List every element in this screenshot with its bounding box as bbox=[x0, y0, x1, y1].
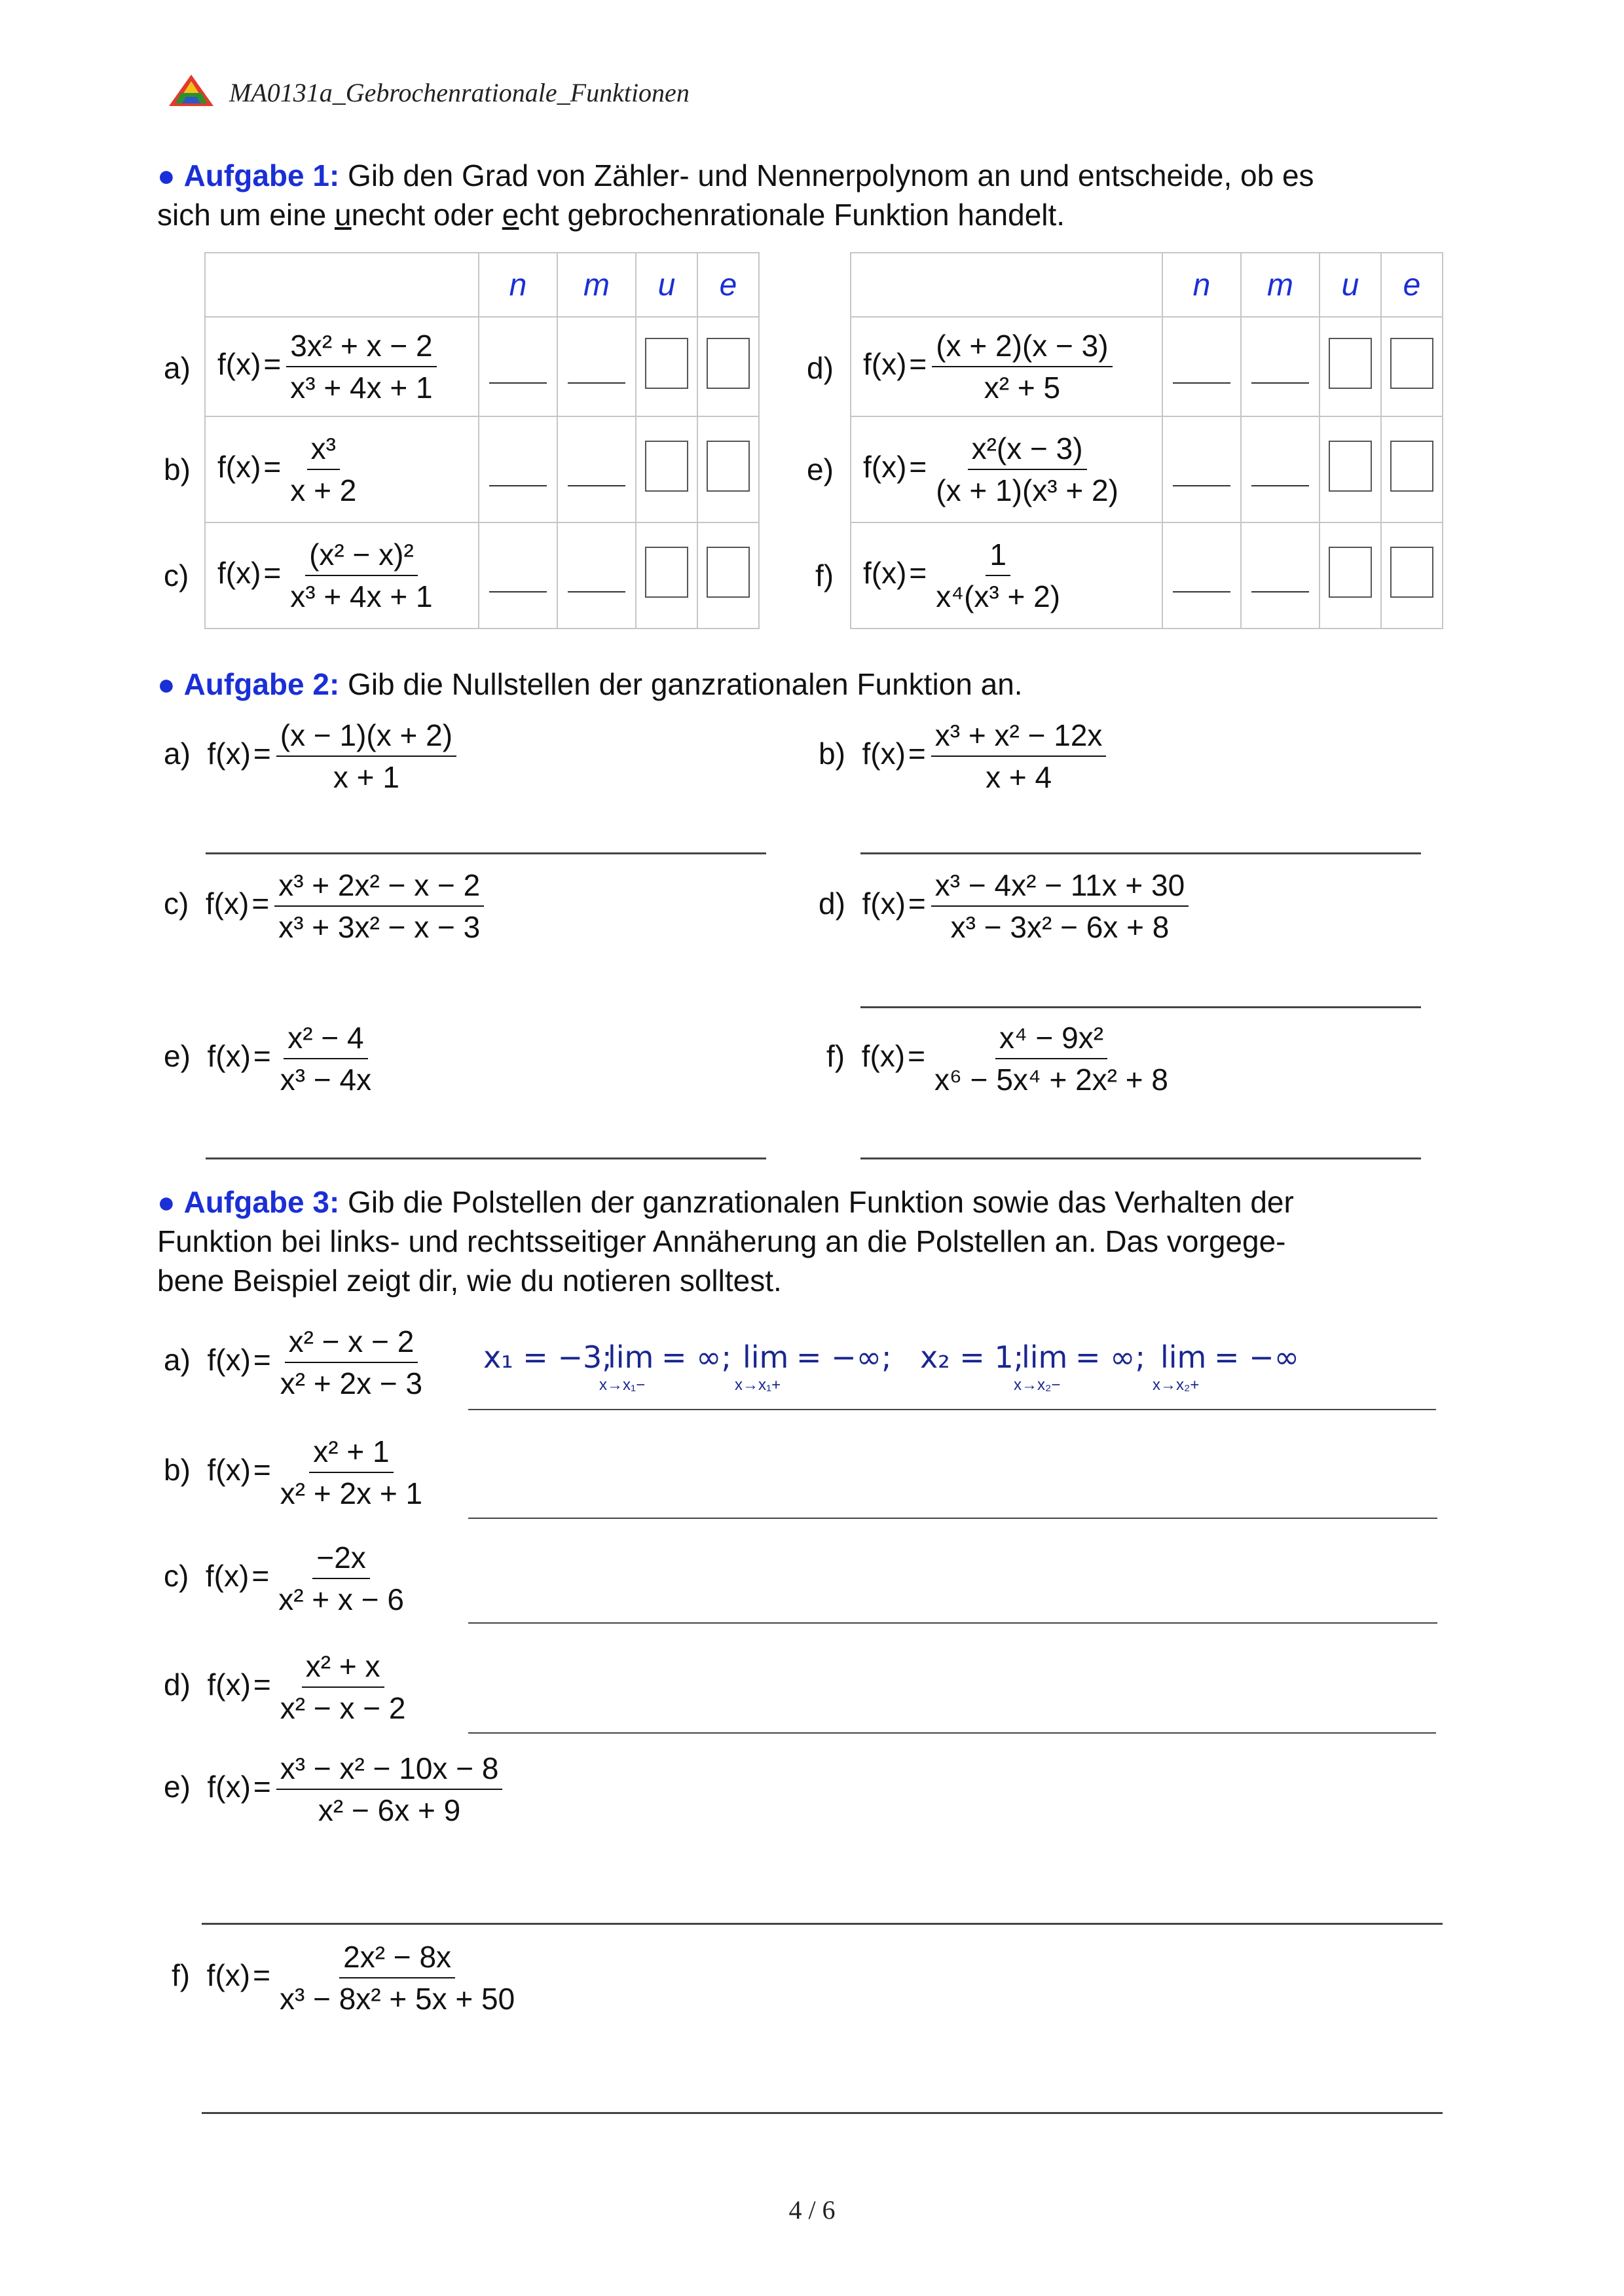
col-u: u bbox=[636, 253, 697, 317]
bullet-icon: ● bbox=[157, 158, 175, 192]
answer-blank-n[interactable] bbox=[489, 591, 547, 592]
task2-item-d: d) f(x)= $\frac{\text{x³ − 4x² − 11x + 30}}{\text{x³ − 3x² − 6x + 8}}$ bbox=[819, 867, 1189, 945]
example-value-2: = −∞; bbox=[796, 1339, 892, 1375]
table-head-empty bbox=[851, 253, 1162, 317]
answer-line[interactable] bbox=[206, 1157, 766, 1159]
example-pole-x1: x₁ = −3; bbox=[483, 1339, 612, 1375]
example-pole-x2: x₂ = 1; bbox=[920, 1339, 1024, 1375]
table-row bbox=[205, 317, 759, 416]
task1-text-b1: sich um eine bbox=[157, 198, 335, 232]
publisher-logo-icon bbox=[168, 73, 215, 109]
task3-text bbox=[157, 1182, 1447, 1300]
bullet-icon: ● bbox=[157, 1185, 175, 1219]
answer-line[interactable] bbox=[468, 1409, 1436, 1410]
task2-item-e: e) f(x)= $\frac{\text{x² − 4}}{\text{x³ − 4x}}$ bbox=[164, 1021, 372, 1097]
task2-item-a: a) f(x)= $\frac{(x - 1)(x + 2)}{x + 1}$ bbox=[164, 718, 456, 795]
task1-text-u: u bbox=[335, 198, 352, 232]
function-expression: f(x)= $\frac{\text{(x² − x)²}}{\text{x³ + 4x + 1}}$ bbox=[217, 538, 433, 613]
task2-item-f: f) f(x)= $\frac{\text{x⁴ − 9x²}}{\text{x⁶ − 5x⁴ + 2x² + 8}}$ bbox=[826, 1021, 1169, 1097]
col-m: m bbox=[557, 253, 636, 317]
answer-blank-n[interactable] bbox=[489, 485, 547, 486]
col-e: e bbox=[1381, 253, 1443, 317]
checkbox-u[interactable] bbox=[645, 547, 688, 598]
page-number: 4 / 6 bbox=[788, 2195, 836, 2225]
task1-text-b2: necht oder bbox=[351, 198, 502, 232]
checkbox-e[interactable] bbox=[1390, 547, 1433, 598]
function-expression: f(x)= $\frac{(x + 2)(x - 3)}{\text{x² + 5}}$ bbox=[863, 347, 1113, 381]
task3-item-f: f) f(x)= $\frac{\text{2x² − 8x}}{\text{x³ − 8x² + 5x + 50}}$ bbox=[172, 1940, 515, 2016]
checkbox-u[interactable] bbox=[1329, 547, 1372, 598]
checkbox-u[interactable] bbox=[1329, 441, 1372, 492]
answer-line[interactable] bbox=[860, 1006, 1421, 1008]
task1-text-e: e bbox=[502, 198, 519, 232]
task3-text-l1: Gib die Polstellen der ganzrationalen Funktion sowie das Verhalten der bbox=[348, 1185, 1294, 1219]
task3-item-a: a) f(x)= $\frac{\text{x² − x − 2}}{\text{x² + 2x − 3}}$ bbox=[164, 1324, 423, 1400]
example-lim-sub-1: x→x₁− bbox=[599, 1376, 646, 1394]
answer-line[interactable] bbox=[468, 1622, 1437, 1624]
table-row bbox=[851, 317, 1443, 416]
example-lim-4: lim bbox=[1160, 1339, 1207, 1375]
row-label: e) bbox=[807, 452, 834, 486]
checkbox-e[interactable] bbox=[707, 338, 750, 389]
checkbox-e[interactable] bbox=[707, 441, 750, 492]
task3-item-b: b) f(x)= $\frac{\text{x² + 1}}{\text{x² + 2x + 1}}$ bbox=[164, 1434, 423, 1510]
task1-text-a: Gib den Grad von Zähler- und Nennerpolynom an und entscheide, ob es bbox=[348, 158, 1314, 192]
answer-blank-n[interactable] bbox=[489, 382, 547, 384]
table-row bbox=[851, 416, 1443, 522]
task1-text bbox=[157, 156, 1447, 234]
col-n: n bbox=[1162, 253, 1241, 317]
answer-blank-n[interactable] bbox=[1173, 485, 1230, 486]
row-label: f) bbox=[815, 558, 834, 592]
answer-line[interactable] bbox=[202, 1923, 1443, 1925]
task1-table-right bbox=[850, 252, 1443, 629]
answer-line[interactable] bbox=[206, 852, 766, 854]
function-expression: f(x)= $\frac{\text{x²(x − 3)}}{\text{(x + 1)(x³ + 2)}}$ bbox=[863, 431, 1118, 507]
bullet-icon: ● bbox=[157, 667, 175, 701]
function-expression: f(x)= $\frac{\text{3x² + x − 2}}{\text{x³ + 4x + 1}}$ bbox=[217, 347, 437, 381]
task3-text-l3: bene Beispiel zeigt dir, wie du notieren solltest. bbox=[157, 1264, 782, 1298]
answer-line[interactable] bbox=[468, 1732, 1436, 1734]
task2-item-b: b) f(x)= $\frac{\text{x³ + x² − 12x}}{x + 4}$ bbox=[819, 718, 1106, 795]
task2-text bbox=[157, 665, 1447, 704]
checkbox-u[interactable] bbox=[645, 338, 688, 389]
table-row bbox=[851, 522, 1443, 629]
example-value-4: = −∞ bbox=[1214, 1339, 1300, 1375]
answer-blank-m[interactable] bbox=[1251, 485, 1309, 486]
table-head-empty bbox=[205, 253, 479, 317]
answer-line[interactable] bbox=[202, 2112, 1443, 2114]
document-title: MA0131a_Gebrochenrationale_Funktionen bbox=[229, 78, 690, 107]
task2-instruction: Gib die Nullstellen der ganzrationalen Funktion an. bbox=[348, 667, 1023, 701]
answer-blank-n[interactable] bbox=[1173, 382, 1230, 384]
checkbox-e[interactable] bbox=[1390, 338, 1433, 389]
answer-blank-m[interactable] bbox=[568, 485, 625, 486]
task3-label: Aufgabe 3: bbox=[183, 1185, 340, 1219]
table-row bbox=[205, 416, 759, 522]
checkbox-e[interactable] bbox=[1390, 441, 1433, 492]
example-value-1: = ∞; bbox=[661, 1339, 731, 1375]
answer-blank-m[interactable] bbox=[568, 591, 625, 592]
task3-text-l2: Funktion bei links- und rechtsseitiger Annäherung an die Polstellen an. Das vorgege- bbox=[157, 1224, 1286, 1258]
example-value-3: = ∞; bbox=[1075, 1339, 1145, 1375]
task3-item-d: d) f(x)= $\frac{\text{x² + x}}{\text{x² − x − 2}}$ bbox=[164, 1649, 406, 1725]
row-label: d) bbox=[807, 351, 834, 385]
task2-item-c: c) f(x)= $\frac{\text{x³ + 2x² − x − 2}}{\text{x³ + 3x² − x − 3}}$ bbox=[164, 867, 484, 945]
row-label: a) bbox=[164, 351, 191, 385]
checkbox-u[interactable] bbox=[645, 441, 688, 492]
col-m: m bbox=[1241, 253, 1320, 317]
task1-text-b3: cht gebrochenrationale Funktion handelt. bbox=[519, 198, 1065, 232]
function-expression: f(x)= $\frac{1}{\text{x⁴(x³ + 2)}}$ bbox=[863, 538, 1061, 613]
col-u: u bbox=[1320, 253, 1381, 317]
answer-line[interactable] bbox=[468, 1518, 1437, 1519]
task1-table-left bbox=[204, 252, 760, 629]
table-row bbox=[205, 522, 759, 629]
task1-label: Aufgabe 1: bbox=[183, 158, 340, 192]
checkbox-u[interactable] bbox=[1329, 338, 1372, 389]
answer-blank-m[interactable] bbox=[1251, 382, 1309, 384]
row-label: b) bbox=[164, 452, 191, 486]
task3-item-c: c) f(x)= $\frac{-2x}{\text{x² + x − 6}}$ bbox=[164, 1540, 404, 1616]
example-lim-sub-4: x→x₂+ bbox=[1153, 1376, 1200, 1394]
example-lim-2: lim bbox=[743, 1339, 789, 1375]
example-lim-sub-3: x→x₂− bbox=[1014, 1376, 1061, 1394]
answer-line[interactable] bbox=[860, 1157, 1421, 1159]
col-n: n bbox=[479, 253, 557, 317]
answer-blank-m[interactable] bbox=[1251, 591, 1309, 592]
answer-blank-m[interactable] bbox=[568, 382, 625, 384]
answer-blank-n[interactable] bbox=[1173, 591, 1230, 592]
task3-item-e: e) f(x)= $\frac{\text{x³ − x² − 10x − 8}}{\text{x² − 6x + 9}}$ bbox=[164, 1751, 502, 1828]
col-e: e bbox=[697, 253, 759, 317]
checkbox-e[interactable] bbox=[707, 547, 750, 598]
task2-label: Aufgabe 2: bbox=[183, 667, 340, 701]
example-lim-sub-2: x→x₁+ bbox=[735, 1376, 781, 1394]
function-expression: f(x)= $\frac{\text{x³}}{x + 2}$ bbox=[217, 431, 357, 507]
example-lim-1: lim bbox=[608, 1339, 654, 1375]
example-lim-3: lim bbox=[1022, 1339, 1068, 1375]
answer-line[interactable] bbox=[860, 852, 1421, 854]
row-label: c) bbox=[164, 558, 189, 592]
